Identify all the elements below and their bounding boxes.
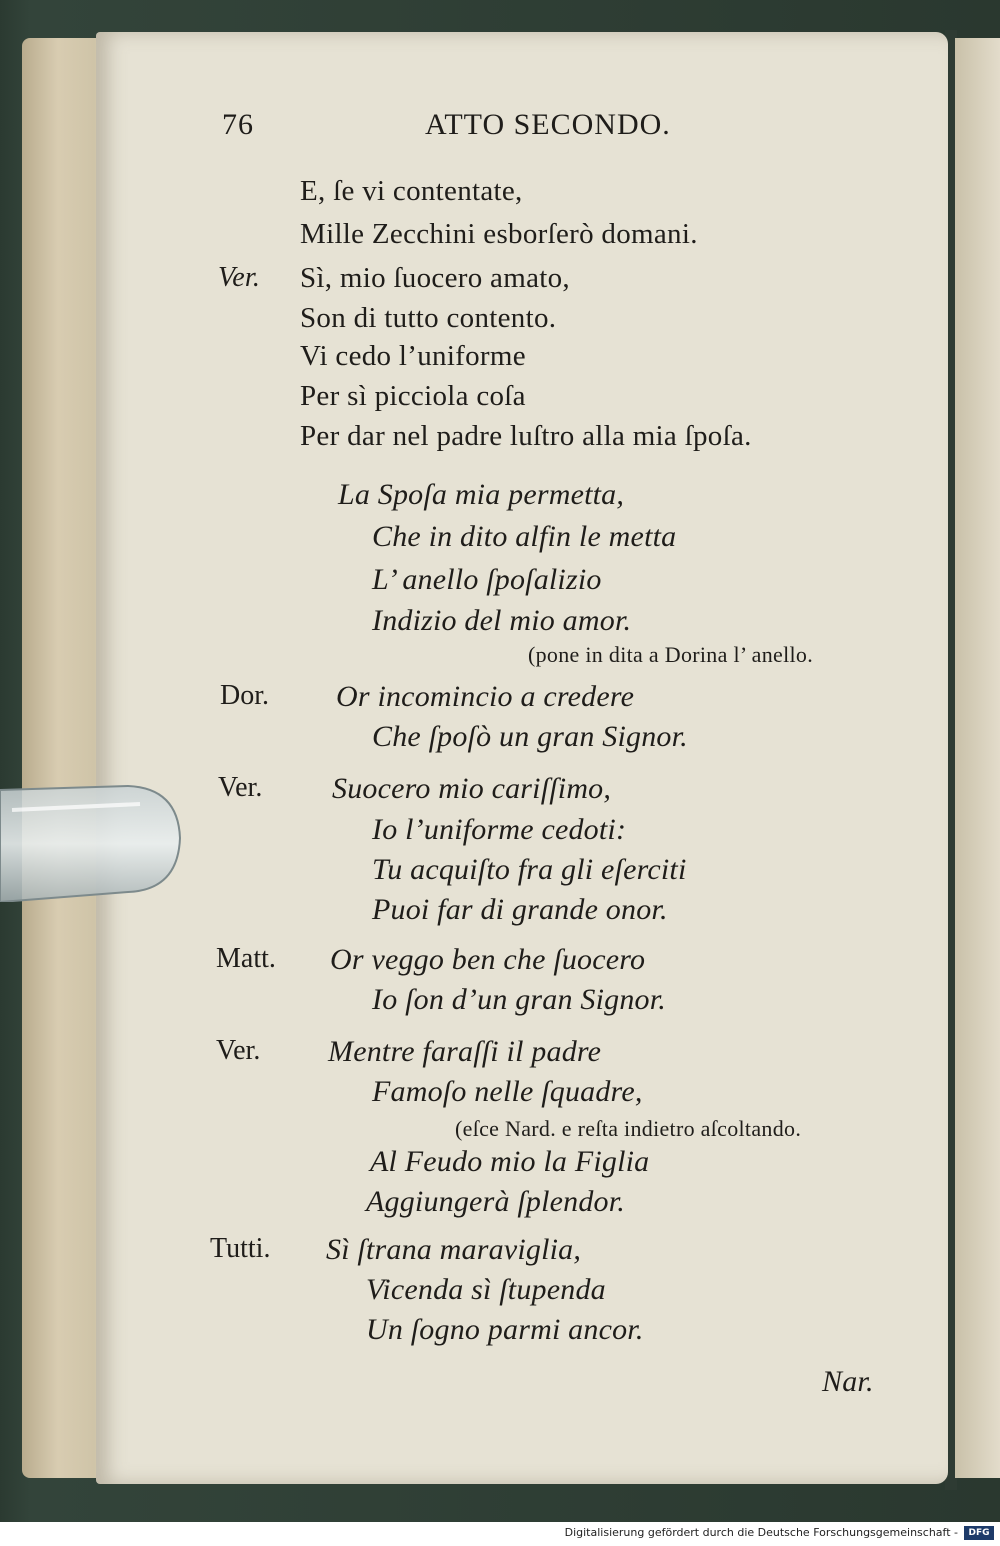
verse-line: Aggiungerà ſplendor. xyxy=(366,1185,625,1218)
speaker-label: Ver. xyxy=(216,1035,261,1066)
page-clip xyxy=(0,780,182,902)
verse-line: La Spoſa mia permetta, xyxy=(338,478,625,511)
next-page-edge xyxy=(955,38,1000,1478)
verse-line: Indizio del mio amor. xyxy=(372,604,632,637)
verse-line: Che in dito alfin le metta xyxy=(372,520,677,553)
verse-line: Puoi far di grande onor. xyxy=(372,893,668,926)
verse-line: Per dar nel padre luſtro alla mia ſpoſa. xyxy=(300,420,752,452)
verse-line: Io ſon d’un gran Signor. xyxy=(372,983,666,1016)
verse-line: Un ſogno parmi ancor. xyxy=(366,1313,644,1346)
verse-line: Vicenda sì ſtupenda xyxy=(366,1273,606,1306)
dfg-logo: DFG xyxy=(964,1526,994,1540)
stage-direction: (eſce Nard. e reſta indietro aſcoltando. xyxy=(455,1116,802,1141)
page-number: 76 xyxy=(222,108,254,141)
verse-line: Al Feudo mio la Figlia xyxy=(370,1145,650,1178)
verse-line: Suocero mio cariſſimo, xyxy=(332,772,612,805)
speaker-label: Matt. xyxy=(216,943,276,974)
verse-line: Famoſo nelle ſquadre, xyxy=(372,1075,643,1108)
verse-line: Or veggo ben che ſuocero xyxy=(330,943,646,976)
verse-line: Mille Zecchini esborſerò domani. xyxy=(300,218,698,250)
verse-line: Per sì picciola coſa xyxy=(300,380,526,412)
footer-bar xyxy=(0,1522,1000,1546)
verse-line: Or incomincio a credere xyxy=(336,680,635,713)
running-title: ATTO SECONDO. xyxy=(425,108,671,141)
verse-line: Son di tutto contento. xyxy=(300,302,557,334)
verse-line: Io l’uniforme cedoti: xyxy=(372,813,627,846)
verse-line: Vi cedo l’uniforme xyxy=(300,340,526,372)
speaker-label: Ver. xyxy=(218,772,263,803)
verse-line: Tu acquiſto fra gli eſerciti xyxy=(372,853,687,886)
verse-line: Sì ſtrana maraviglia, xyxy=(326,1233,582,1266)
verse-line: E, ſe vi contentate, xyxy=(300,175,523,207)
verse-line: Sì, mio ſuocero amato, xyxy=(300,262,570,294)
speaker-label: Tutti. xyxy=(210,1233,271,1264)
verse-line: L’ anello ſpoſalizio xyxy=(372,563,602,596)
verse-line: Che ſpoſò un gran Signor. xyxy=(372,720,688,753)
catchword: Nar. xyxy=(822,1365,874,1398)
speaker-label: Dor. xyxy=(220,680,269,711)
speaker-label: Ver. xyxy=(218,262,261,293)
verse-line: Mentre faraſſi il padre xyxy=(328,1035,602,1068)
footer-credit: Digitalisierung gefördert durch die Deutsche Forschungsgemeinschaft - xyxy=(564,1526,958,1539)
stage-direction: (pone in dita a Dorina l’ anello. xyxy=(528,642,814,667)
